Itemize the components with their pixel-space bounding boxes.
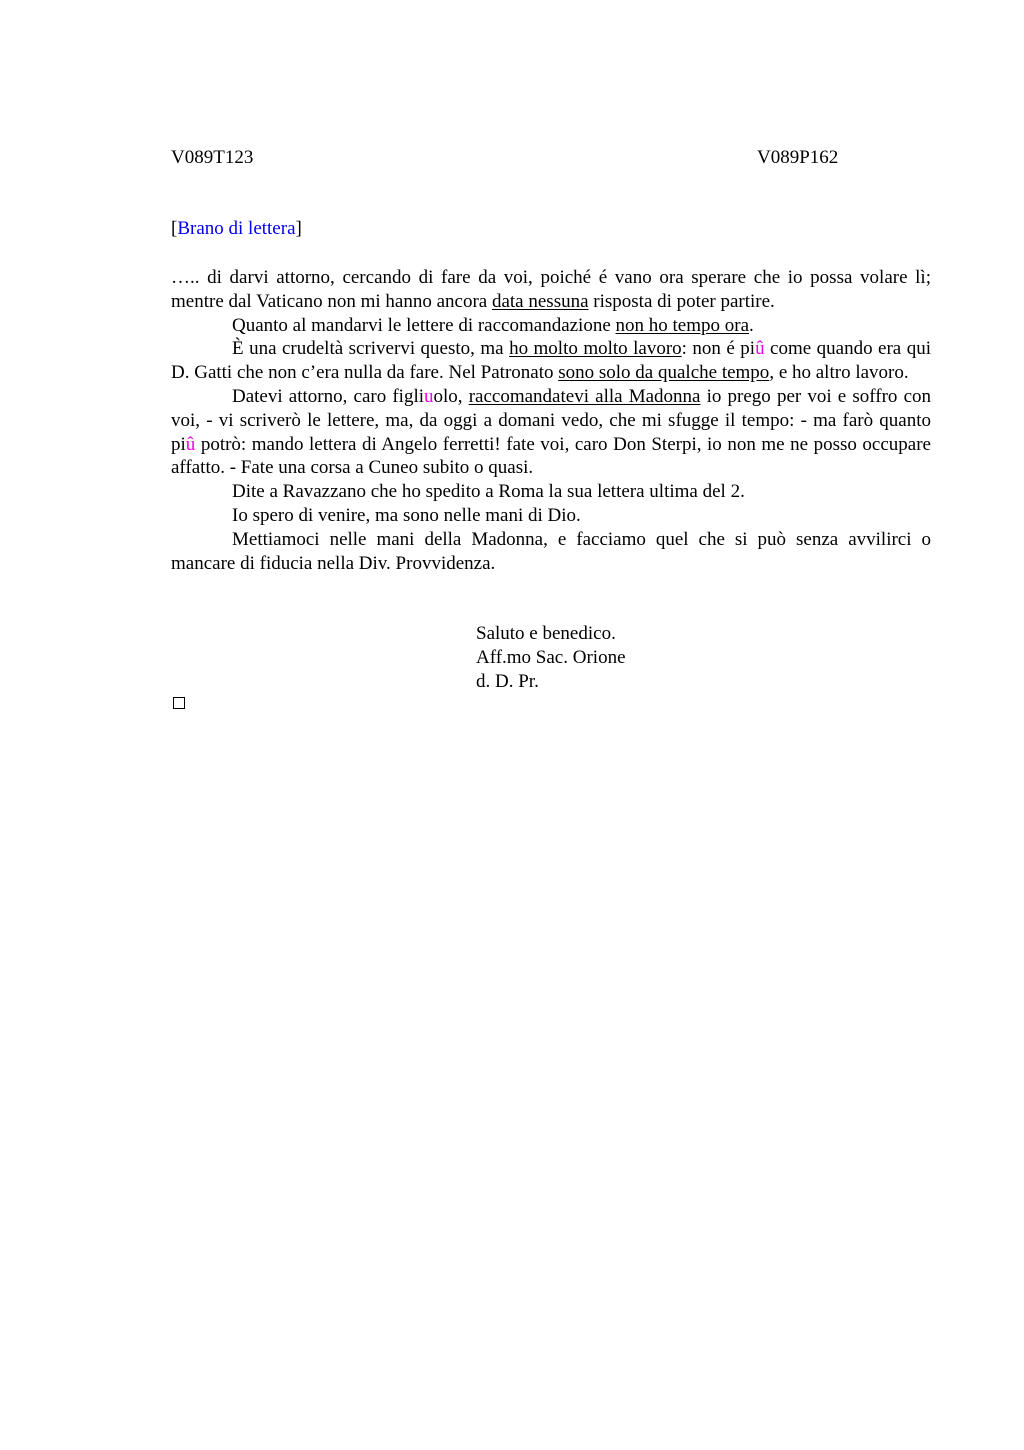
- letter-body: [171, 266, 931, 575]
- text-run: : non é pi: [681, 338, 756, 360]
- document-code-left: V089T123: [171, 147, 254, 168]
- text-run: , e ho altro lavoro.: [769, 362, 909, 384]
- signature-name: Aff.mo Sac. Orione: [476, 647, 626, 668]
- end-marker-box-icon: [173, 697, 185, 709]
- paragraph-5: Dite a Ravazzano che ho spedito a Roma la sua lettera ultima del 2.: [232, 481, 745, 503]
- underlined-text: sono solo da qualche tempo: [558, 362, 770, 384]
- highlighted-char: û: [755, 338, 765, 360]
- underlined-text: raccomandatevi alla Madonna: [468, 385, 701, 407]
- paragraph-3: [171, 337, 931, 385]
- text-run: io prego per voi e soffro con voi, - vi scriverò le lettere, ma, da oggi a domani vedo, che mi sfugge il tempo: - ma farò quanto pi: [171, 385, 931, 455]
- text-run: Quanto al mandarvi le lettere di raccomandazione: [232, 314, 616, 336]
- title-bracket-close: ]: [295, 218, 302, 239]
- section-title: [171, 218, 302, 240]
- underlined-text: ho molto molto lavoro: [509, 338, 682, 360]
- text-run: come quando era qui D. Gatti che non c’era nulla da fare. Nel Patronato: [171, 338, 931, 384]
- text-run: ….. di darvi attorno, cercando di fare da voi, poiché é vano ora sperare che io possa volare lì; mentre dal Vaticano non mi hanno ancora: [171, 267, 931, 312]
- signature-greeting: Saluto e benedico.: [476, 623, 616, 644]
- document-code-right: V089P162: [757, 147, 839, 168]
- paragraph-4: [171, 385, 931, 480]
- text-run: Datevi attorno, caro figli: [232, 385, 425, 407]
- text-run: .: [749, 314, 754, 336]
- paragraph-7: Mettiamoci nelle mani della Madonna, e facciamo quel che si può senza avvilirci o mancare di fiducia nella Div. Provvidenza.: [171, 528, 931, 574]
- title-bracket-open: [: [171, 218, 178, 239]
- highlighted-char: û: [185, 433, 196, 455]
- title-text: Brano di lettera: [177, 218, 296, 239]
- text-run: potrò: mando lettera di Angelo ferretti! fate voi, caro Don Sterpi, io non me ne posso occupare affatto. - Fate una corsa a Cuneo subito o quasi.: [171, 433, 931, 479]
- text-run: È una crudeltà scrivervi questo, ma: [232, 338, 510, 360]
- underlined-text: data nessuna: [491, 290, 589, 312]
- paragraph-6: Io spero di venire, ma sono nelle mani di Dio.: [232, 504, 581, 526]
- highlighted-char: u: [424, 385, 434, 407]
- text-run: olo,: [433, 385, 469, 407]
- paragraph-1: [171, 266, 931, 314]
- signature-initials: d. D. Pr.: [476, 671, 539, 692]
- signature-block: [476, 622, 626, 694]
- text-run: risposta di poter partire.: [588, 290, 775, 312]
- paragraph-2: [171, 314, 931, 338]
- underlined-text: non ho tempo ora: [615, 314, 750, 336]
